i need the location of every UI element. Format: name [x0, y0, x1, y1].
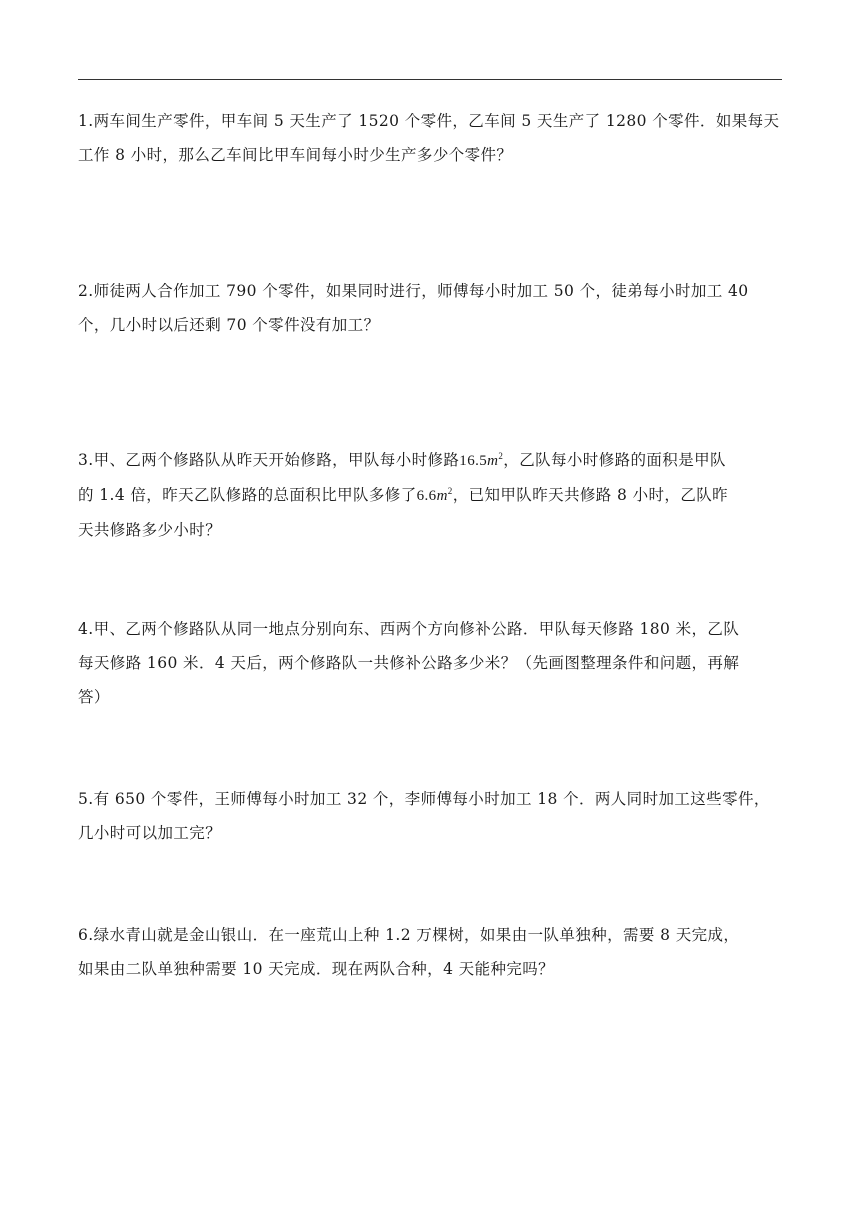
problem-6-line-1: 6.绿水青山就是金山银山．在一座荒山上种 1.2 万棵树，如果由一队单独种，需要 8 天完成， [78, 926, 740, 944]
problem-2 [78, 274, 808, 342]
problem-3-line-1-text-a: 3.甲、乙两个修路队从昨天开始修路，甲队每小时修路 [78, 451, 460, 469]
problem-4-line-2: 每天修路 160 米．4 天后，两个修路队一共修补公路多少米？（先画图整理条件和问题，再解 [78, 654, 740, 672]
problem-3-line-2-text-b: ，已知甲队昨天共修路 8 小时，乙队昨 [452, 486, 729, 504]
problem-3-line-1-text-b: ，乙队每小时修路的面积是甲队 [503, 451, 726, 469]
problem-5 [78, 782, 808, 850]
area-value-2-number: 6.6 [416, 488, 437, 504]
problem-1 [78, 104, 808, 172]
problem-1-line-2: 工作 8 小时，那么乙车间比甲车间每小时少生产多少个零件？ [78, 146, 513, 164]
area-unit-1: m [487, 453, 499, 469]
problem-4-line-1: 4.甲、乙两个修路队从同一地点分别向东、西两个方向修补公路．甲队每天修路 180 米，乙队 [78, 620, 740, 638]
problem-5-line-1: 5.有 650 个零件，王师傅每小时加工 32 个，李师傅每小时加工 18 个．两人同时加工这些零件， [78, 790, 770, 808]
problem-2-line-1: 2.师徒两人合作加工 790 个零件，如果同时进行，师傅每小时加工 50 个，徒弟每小时加工 40 [78, 282, 749, 300]
area-unit-2: m [436, 488, 448, 504]
problem-6-line-2: 如果由二队单独种需要 10 天完成．现在两队合种，4 天能种完吗？ [78, 960, 555, 978]
problem-4 [78, 612, 808, 714]
header-divider [78, 79, 782, 80]
area-unit-1-exponent: 2 [498, 451, 504, 461]
problem-3-line-2-text-a: 的 1.4 倍，昨天乙队修路的总面积比甲队多修了 [78, 486, 417, 504]
problem-3-line-1 [78, 443, 808, 478]
problem-2-line-2: 个，几小时以后还剩 70 个零件没有加工？ [78, 316, 380, 334]
area-value-2 [417, 488, 453, 504]
problem-6 [78, 918, 808, 986]
problem-3-line-3: 天共修路多少小时？ [78, 521, 222, 539]
problem-3 [78, 443, 808, 547]
problem-1-line-1: 1.两车间生产零件，甲车间 5 天生产了 1520 个零件，乙车间 5 天生产了 1280 个零件．如果每天 [78, 112, 780, 130]
area-value-1-number: 16.5 [459, 453, 488, 469]
area-unit-2-exponent: 2 [447, 486, 453, 496]
problem-4-line-3: 答） [78, 688, 110, 706]
area-value-1 [459, 453, 503, 469]
problem-3-line-2 [78, 478, 808, 513]
problem-5-line-2: 几小时可以加工完？ [78, 824, 222, 842]
